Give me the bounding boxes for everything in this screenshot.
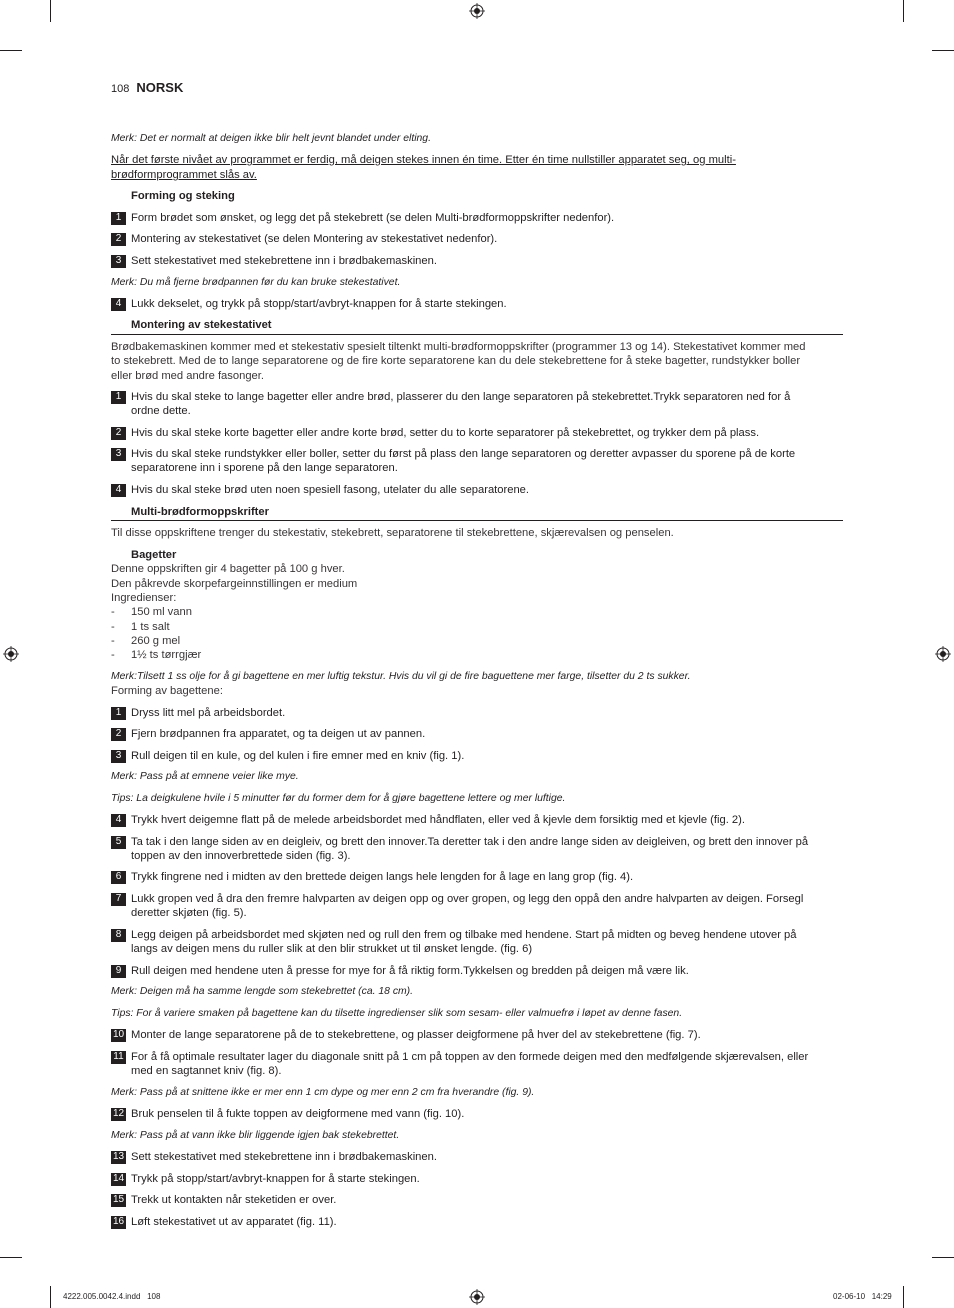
subheading: Forming av bagettene: — [111, 685, 223, 697]
paragraph-line: Brødbakemaskinen kommer med et stekestativ spesielt tiltenkt multi-brødformoppskrifter (programmer 13 og 14). Stekestativet kommer med — [111, 341, 806, 353]
tip: Tips: La deigkulene hvile i 5 minutter før du former dem for å gjøre bagettene lettere og mer luftige. — [111, 793, 566, 804]
step-text: Ta tak i den lange siden av en deigleiv, og brett den innover.Ta deretter tak i den andre lange siden av deigleiven, og brett den innover på — [131, 836, 809, 848]
ingredient-text: 260 g mel — [131, 635, 181, 647]
step-text: For å få optimale resultater lager du diagonale snitt på 1 cm på toppen av den formede deigen med den medfølgende skjærevalsen, eller — [131, 1051, 809, 1063]
step-text: Legg deigen på arbeidsbordet med skjøten ned og rull den frem og tilbake med hendene. Start på midten og beveg hendene utover på — [131, 929, 797, 941]
dash-bullet: - — [111, 606, 115, 618]
step-text: Monter de lange separatorene på de to stekebrettene, og plasser deigformene på hver del av stekebrettene (fig. 7). — [131, 1029, 701, 1041]
ingredient-text: 1½ ts tørrgjær — [131, 649, 202, 661]
step-text: langs av deigen mens du ruller slik at den blir strukket ut til ønsket lengde. (fig. 6) — [131, 943, 533, 956]
language-label: NORSK — [136, 80, 184, 95]
step-text: Dryss litt mel på arbeidsbordet. — [131, 707, 286, 719]
step-number: 2 — [111, 233, 126, 246]
footer-file-info: 4222.005.0042.4.indd 108 — [63, 1292, 161, 1301]
tip: Tips: For å variere smaken på bagettene kan du tilsette ingredienser slik som sesam- eller valmuefrø i løpet av denne fasen. — [111, 1008, 683, 1019]
step-text: Trykk hvert deigemne flatt på de melede arbeidsbordet med håndflaten, eller ved å kjevle dem forsiktig med et kjevle (fig. 2). — [131, 814, 745, 826]
paragraph-line: Når det første nivået av programmet er ferdig, må deigen stekes innen én time. Etter én time nullstiller apparatet seg, og multi- — [111, 154, 736, 166]
step-text: Hvis du skal steke rundstykker eller boller, setter du først på plass den lange separatoren og deretter avpasser du sporene på de korte — [131, 448, 796, 460]
step-text: Løft stekestativet ut av apparatet (fig. 11). — [131, 1216, 337, 1228]
crop-mark — [0, 50, 22, 51]
section-heading: Montering av stekestativet — [131, 319, 272, 331]
step-number: 4 — [111, 298, 126, 311]
step-text-block — [131, 1050, 843, 1079]
note: Merk: Pass på at snittene ikke er mer enn 1 cm dype og mer enn 2 cm fra hverandre (fig. 9). — [111, 1087, 535, 1098]
crop-mark — [50, 1286, 51, 1308]
step-number: 3 — [111, 255, 126, 268]
step-text: ordne dette. — [131, 405, 191, 418]
step-number: 5 — [111, 836, 126, 849]
step-text: Rull deigen med hendene uten å presse for mye for å få riktig form.Tykkelsen og bredden på deigen må være lik. — [131, 965, 689, 977]
step-number: 14 — [112, 1173, 125, 1184]
crop-mark — [932, 50, 954, 51]
step-number: 6 — [111, 871, 126, 884]
step-number: 1 — [111, 391, 126, 404]
section-divider — [111, 334, 843, 335]
step-text: Fjern brødpannen fra apparatet, og ta deigen ut av pannen. — [131, 728, 426, 740]
step-text: Form brødet som ønsket, og legg det på stekebrett (se delen Multi-brødformoppskrifter nedenfor). — [131, 212, 615, 224]
step-number: 4 — [111, 484, 126, 497]
step-text-block — [131, 447, 843, 476]
step-text: Sett stekestativet med stekebrettene inn i brødbakemaskinen. — [131, 1151, 437, 1163]
step-text-block — [131, 892, 843, 921]
step-text: Trekk ut kontakten når steketiden er over. — [131, 1194, 337, 1206]
step-number: 15 — [112, 1194, 125, 1205]
crop-mark — [0, 1257, 22, 1258]
page-number: 108 — [111, 83, 130, 95]
step-text: toppen av den innoverbrettede siden (fig. 3). — [131, 850, 351, 863]
step-text-block — [131, 928, 843, 957]
step-text: Hvis du skal steke brød uten noen spesiell fasong, utelater du alle separatorene. — [131, 484, 530, 496]
step-text: Hvis du skal steke to lange bagetter eller andre brød, plasserer du den lange separatoren på stekebrettet.Trykk separatoren ned for å — [131, 391, 791, 403]
note: Merk: Det er normalt at deigen ikke blir helt jevnt blandet under elting. — [111, 133, 431, 144]
step-number: 16 — [112, 1216, 125, 1227]
note: Merk:Tilsett 1 ss olje for å gi bagettene en mer luftig tekstur. Hvis du vil gi de fire baguettene mer farge, tilsetter du 2 ts sukker. — [111, 671, 691, 682]
recipe-heading: Bagetter — [131, 549, 177, 561]
registration-mark-icon — [469, 3, 485, 19]
crop-mark — [903, 0, 904, 22]
registration-mark-icon — [3, 646, 19, 662]
ingredient-text: 150 ml vann — [131, 606, 192, 618]
dash-bullet: - — [111, 621, 115, 633]
step-number: 10 — [112, 1029, 125, 1040]
step-text: deretter skjøten (fig. 5). — [131, 907, 247, 920]
step-text: Trykk på stopp/start/avbryt-knappen for å starte stekingen. — [131, 1173, 420, 1185]
paragraph-line: brødformprogrammet slås av. — [111, 169, 257, 181]
step-number: 9 — [111, 965, 126, 978]
step-number: 11 — [111, 1051, 126, 1064]
step-text: Lukk gropen ved å dra den fremre halvparten av deigen opp og over gropen, og legg den oppå den andre halvparten av deigen. Forsegl — [131, 893, 804, 905]
crop-mark — [50, 0, 51, 22]
step-number: 3 — [111, 750, 126, 763]
step-text: Rull deigen til en kule, og del kulen i fire emner med en kniv (fig. 1). — [131, 750, 465, 762]
dash-bullet: - — [111, 635, 115, 647]
section-divider — [111, 520, 843, 521]
page-header — [111, 81, 183, 96]
step-text: Trykk fingrene ned i midten av den brettede deigen langs hele lengden for å lage en lang grop (fig. 4). — [131, 871, 634, 883]
step-number: 1 — [111, 212, 126, 225]
step-text: Bruk penselen til å fukte toppen av deigformene med vann (fig. 10). — [131, 1108, 465, 1120]
dash-bullet: - — [111, 649, 115, 661]
step-text: Hvis du skal steke korte bagetter eller andre korte brød, setter du to korte separatorer på stekebrettet, og trykker dem på plass. — [131, 427, 760, 439]
note: Merk: Pass på at emnene veier like mye. — [111, 771, 299, 782]
section-heading: Multi-brødformoppskrifter — [131, 506, 269, 518]
note: Merk: Pass på at vann ikke blir liggende igjen bak stekebrettet. — [111, 1130, 400, 1141]
step-text: Sett stekestativet med stekebrettene inn i brødbakemaskinen. — [131, 255, 437, 267]
step-number: 2 — [111, 728, 126, 741]
recipe-info: Den påkrevde skorpefargeinnstillingen er medium — [111, 578, 358, 590]
step-number: 4 — [111, 814, 126, 827]
crop-mark — [903, 1286, 904, 1308]
paragraph-line: to stekebrett. Med de to lange separatorene og de fire korte separatorene kan du dele stekebrettene for å steke bagetter, rundstykker boller — [111, 355, 801, 367]
step-number: 3 — [111, 448, 126, 461]
step-text: Lukk dekselet, og trykk på stopp/start/avbryt-knappen for å starte stekingen. — [131, 298, 507, 310]
paragraph-line: eller brød med andre fasonger. — [111, 370, 264, 382]
recipe-info: Ingredienser: — [111, 592, 177, 604]
step-number: 8 — [111, 929, 126, 942]
step-text: med en sagtannet kniv (fig. 8). — [131, 1065, 282, 1078]
registration-mark-icon — [935, 646, 951, 662]
note: Merk: Du må fjerne brødpannen før du kan bruke stekestativet. — [111, 277, 401, 288]
note: Merk: Deigen må ha samme lengde som stekebrettet (ca. 18 cm). — [111, 986, 414, 997]
recipe-info: Denne oppskriften gir 4 bagetter på 100 g hver. — [111, 563, 345, 575]
step-number: 2 — [111, 427, 126, 440]
ingredient-text: 1 ts salt — [131, 621, 170, 633]
step-number: 12 — [112, 1108, 125, 1119]
registration-mark-icon — [469, 1289, 485, 1305]
step-text-block — [131, 835, 843, 864]
step-number: 7 — [111, 893, 126, 906]
step-number: 13 — [112, 1151, 125, 1162]
section-heading: Forming og steking — [131, 190, 235, 202]
step-text-block — [131, 390, 843, 419]
step-text: separatorene inn i sporene på den lange separatoren. — [131, 462, 398, 475]
step-text: Montering av stekestativet (se delen Montering av stekestativet nedenfor). — [131, 233, 498, 245]
paragraph-line: Til disse oppskriftene trenger du stekestativ, stekebrett, separatorene til stekebrettene, skjærevalsen og penselen. — [111, 527, 674, 539]
step-number: 1 — [111, 707, 126, 720]
crop-mark — [932, 1257, 954, 1258]
footer-date: 02-06-10 14:29 — [833, 1292, 892, 1301]
